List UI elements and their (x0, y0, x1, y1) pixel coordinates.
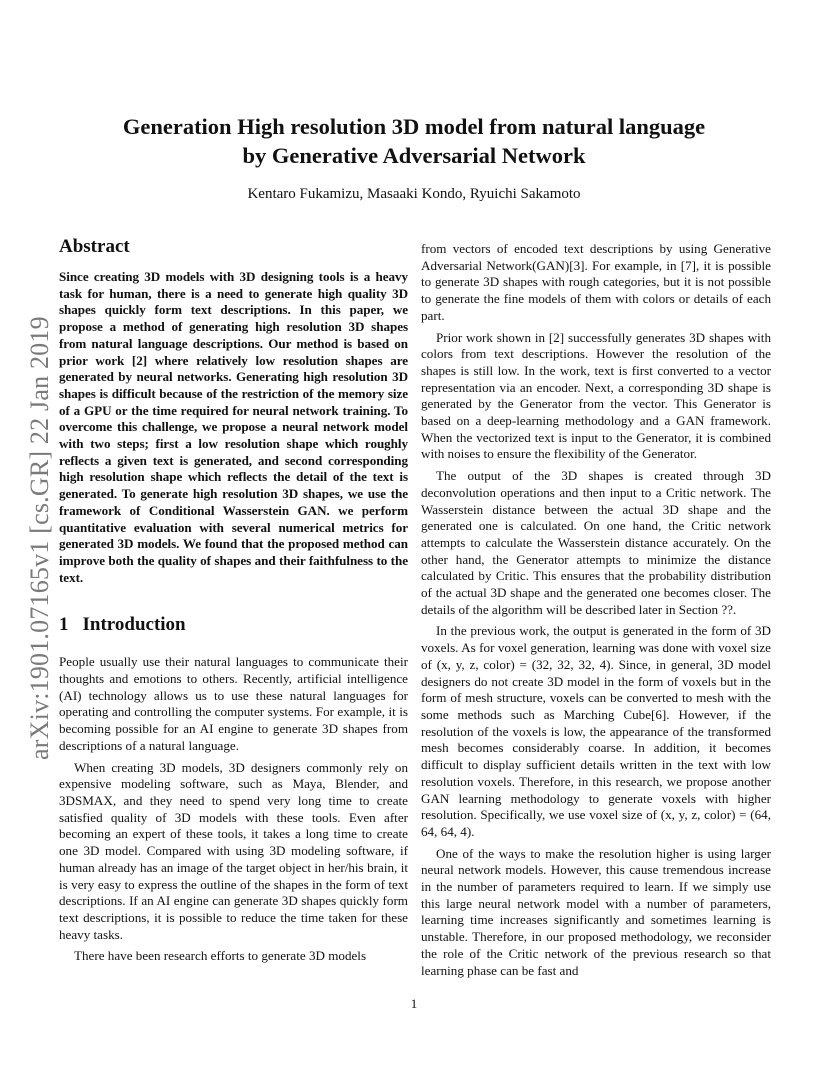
intro-paragraph-3: There have been research efforts to generate 3D models (74, 948, 367, 964)
abstract-heading: Abstract (59, 236, 130, 257)
right-paragraph-4: In the previous work, the output is generated in the form of 3D voxels. As for voxel generation, learning was done with voxel size of (x, y, z, color) = (32, 32, 32, 4). Since, in general, 3D model designers do not create 3D model in the form of voxels but in the form of mesh structure, voxels can be converted to mesh with the some methods such as Marching Cube[6]. However, if the resolution of the voxels is low, the appearance of the transformed mesh becomes considerably coarse. In addition, it becomes difficult to display sufficient details written in the text with low resolution voxels. Therefore, in this research, we propose another GAN learning methodology to generate voxels with higher resolution. Specifically, we use voxel size of (x, y, z, color) = (64, 64, 64, 4). (421, 623, 771, 839)
arxiv-stamp: arXiv:1901.07165v1 [cs.GR] 22 Jan 2019 (25, 316, 54, 760)
right-paragraph-5: One of the ways to make the resolution higher is using larger neural network models. However, this cause tremendous increase in the number of parameters required to learn. If we simply use this large neural network model with a number of parameters, learning time increases significantly and sometimes learning is unstable. Therefore, in our proposed methodology, we reconsider the role of the Critic network of the previous research so that learning phase can be fast and (421, 845, 771, 978)
left-column (59, 236, 408, 970)
page-number: 1 (410, 996, 418, 1011)
right-paragraph-3: The output of the 3D shapes is created through 3D deconvolution operations and then input to a Critic network. The Wasserstein distance between the actual 3D shape and the generated one is calculated. On one hand, the Critic network attempts to calculate the Wasserstein distance accurately. On the other hand, the Generator attempts to minimize the distance calculated by Critic. This ensures that the probability distribution of the actual 3D shape and the generated one becomes closer. The details of the algorithm will be described later in Section ??. (421, 468, 771, 617)
section-title: Introduction (82, 614, 186, 636)
author-list: Kentaro Fukamizu, Masaaki Kondo, Ryuichi Sakamoto (247, 186, 581, 202)
section-number: 1 (59, 614, 69, 636)
title-line-1: Generation High resolution 3D model from natural language (122, 114, 706, 139)
title-line-2: by Generative Adversarial Network (242, 143, 586, 168)
abstract-text: Since creating 3D models with 3D designing tools is a heavy task for human, there is a need to generate high quality 3D shapes quickly form text descriptions. In this paper, we propose a method of generating high resolution 3D shapes from natural language descriptions. Our method is based on prior work [2] where relatively low resolution shapes are generated by neural networks. Generating high resolution 3D shapes is difficult because of the restriction of the memory size of a GPU or the time required for neural network training. To overcome this challenge, we propose a neural network model with two steps; first a low resolution shape which roughly reflects a given text is generated, and second corresponding high resolution shape which reflects the detail of the text is generated. To generate high resolution 3D shapes, we use the framework of Conditional Wasserstein GAN. we perform quantitative evaluation with several numerical metrics for generated 3D models. We found that the proposed method can improve both the quality of shapes and their faithfulness to the text. (59, 269, 408, 585)
right-column (421, 241, 771, 984)
right-paragraph-2: Prior work shown in [2] successfully generates 3D shapes with colors from text descriptions. However the resolution of the shapes is still low. In the work, text is first converted to a vector representation via an encoder. Next, a corresponding 3D shape is generated by the Generator from the vector. This Generator is based on a deep-learning methodology and a GAN framework. When the vectorized text is input to the Generator, it is combined with noises to ensure the flexibility of the Generator. (421, 329, 771, 462)
intro-paragraph-2: When creating 3D models, 3D designers commonly rely on expensive modeling software, such as Maya, Blender, and 3DSMAX, and they need to spend very long time to create satisfied quality of 3D models with these tools. Even after becoming an expert of these tools, it takes a long time to create one 3D model. Compared with using 3D modeling software, if human already has an image of the target object in her/his brain, it is very easy to express the outline of the shapes in the form of text descriptions. If an AI engine can generate 3D shapes quickly form text descriptions, it is possible to reduce the time taken for these heavy tasks. (59, 759, 408, 942)
intro-paragraph-1: People usually use their natural languages to communicate their thoughts and emotions to others. Recently, artificial intelligence (AI) technology allows us to use these natural languages for operating and controlling the computer systems. For example, it is becoming possible for an AI engine to generate 3D shapes from descriptions of a natural language. (59, 654, 408, 753)
paper-title (40, 112, 788, 170)
right-paragraph-1: from vectors of encoded text descriptions by using Generative Adversarial Network(GAN)[3]. For example, in [7], it is possible to generate 3D shapes with rough categories, but it is not possible to generate the fine models of them with colors or details of each part. (421, 241, 771, 323)
section-heading-introduction (59, 614, 408, 636)
